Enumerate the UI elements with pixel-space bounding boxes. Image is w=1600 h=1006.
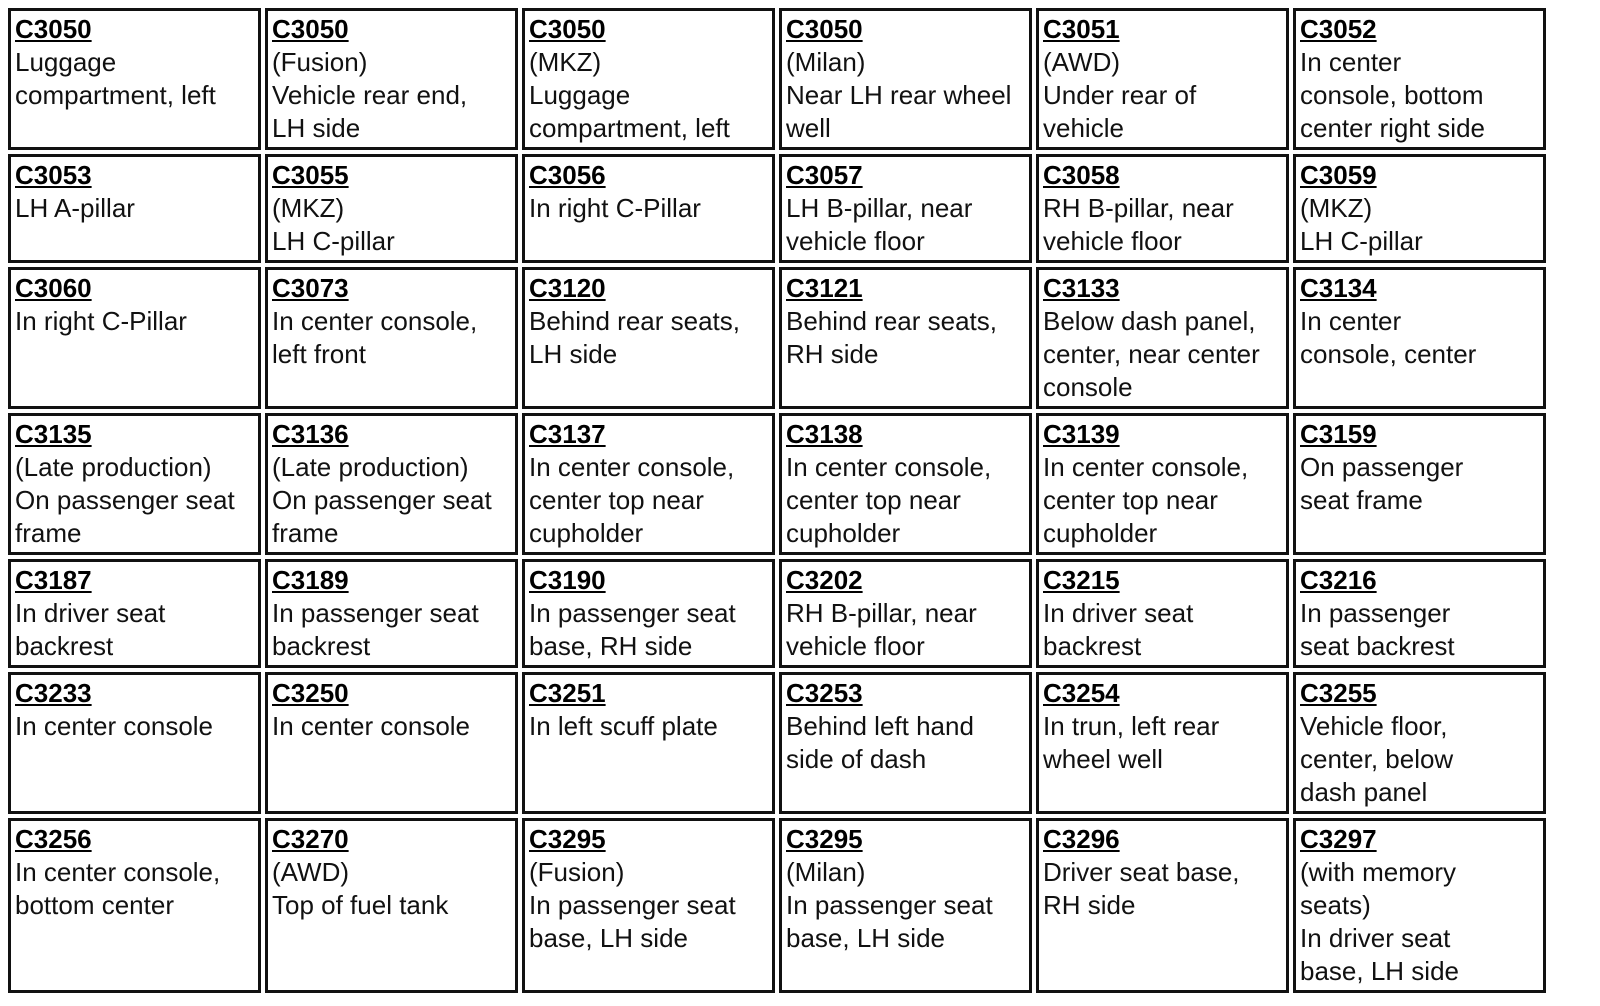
connector-code-link[interactable]: C3057 [786, 160, 863, 190]
connector-code-link[interactable]: C3296 [1043, 824, 1120, 854]
connector-location-text: In right C-Pillar [15, 306, 187, 336]
connector-location-text: Vehicle floor, center, below dash panel [1300, 711, 1454, 807]
connector-cell [1293, 8, 1546, 150]
connector-cell [522, 267, 775, 409]
connector-code-link[interactable]: C3215 [1043, 565, 1120, 595]
connector-code-link[interactable]: C3056 [529, 160, 606, 190]
connector-code-link[interactable]: C3187 [15, 565, 92, 595]
table-row [8, 559, 1546, 668]
connector-cell [779, 8, 1032, 150]
connector-location-text: (AWD) Under rear of vehicle [1043, 47, 1197, 143]
connector-cell [522, 413, 775, 555]
connector-code-link[interactable]: C3051 [1043, 14, 1120, 44]
connector-code-link[interactable]: C3121 [786, 273, 863, 303]
connector-code-link[interactable]: C3059 [1300, 160, 1377, 190]
connector-cell [522, 818, 775, 993]
table-row [8, 267, 1546, 409]
connector-cell [265, 559, 518, 668]
connector-code-link[interactable]: C3058 [1043, 160, 1120, 190]
connector-location-text: In center console, bottom center right side [1300, 47, 1485, 143]
connector-cell [1293, 559, 1546, 668]
connector-location-text: LH A-pillar [15, 193, 135, 223]
connector-code-link[interactable]: C3050 [272, 14, 349, 44]
connector-cell [522, 672, 775, 814]
connector-code-link[interactable]: C3137 [529, 419, 606, 449]
connector-location-text: Driver seat base, RH side [1043, 857, 1240, 920]
connector-location-text: In center console, center top near cupholder [1043, 452, 1249, 548]
connector-code-link[interactable]: C3138 [786, 419, 863, 449]
connector-location-text: Behind rear seats, RH side [786, 306, 998, 369]
connector-code-link[interactable]: C3050 [529, 14, 606, 44]
connector-code-link[interactable]: C3233 [15, 678, 92, 708]
connector-cell [1036, 559, 1289, 668]
table-row [8, 413, 1546, 555]
connector-cell [265, 267, 518, 409]
connector-cell [779, 154, 1032, 263]
connector-location-text: In center console, center [1300, 306, 1477, 369]
connector-code-link[interactable]: C3202 [786, 565, 863, 595]
connector-location-table [4, 4, 1550, 997]
connector-location-text: In trun, left rear wheel well [1043, 711, 1220, 774]
connector-location-text: In passenger seat base, RH side [529, 598, 736, 661]
connector-location-text: In left scuff plate [529, 711, 718, 741]
connector-location-text: Behind rear seats, LH side [529, 306, 741, 369]
connector-cell [265, 8, 518, 150]
connector-cell [1293, 413, 1546, 555]
connector-cell [1036, 413, 1289, 555]
connector-cell [779, 267, 1032, 409]
connector-code-link[interactable]: C3295 [786, 824, 863, 854]
connector-cell [8, 413, 261, 555]
connector-location-text: (Late production) On passenger seat frame [272, 452, 492, 548]
connector-cell [1036, 154, 1289, 263]
connector-cell [522, 8, 775, 150]
connector-location-text: RH B-pillar, near vehicle floor [1043, 193, 1234, 256]
connector-location-text: In center console, center top near cupholder [786, 452, 992, 548]
connector-code-link[interactable]: C3139 [1043, 419, 1120, 449]
connector-location-text: (AWD) Top of fuel tank [272, 857, 449, 920]
connector-location-text: (with memory seats) In driver seat base, LH side [1300, 857, 1459, 986]
connector-location-text: In passenger seat backrest [272, 598, 479, 661]
connector-location-text: (Milan) Near LH rear wheel well [786, 47, 1012, 143]
connector-cell [779, 672, 1032, 814]
connector-cell [8, 8, 261, 150]
connector-cell [8, 818, 261, 993]
connector-cell [1293, 154, 1546, 263]
connector-code-link[interactable]: C3055 [272, 160, 349, 190]
connector-location-text: In center console [15, 711, 214, 741]
connector-location-text: (MKZ) LH C-pillar [272, 193, 395, 256]
connector-location-text: (Fusion) Vehicle rear end, LH side [272, 47, 468, 143]
connector-code-link[interactable]: C3050 [15, 14, 92, 44]
connector-cell [522, 154, 775, 263]
connector-code-link[interactable]: C3189 [272, 565, 349, 595]
connector-cell [1036, 8, 1289, 150]
connector-code-link[interactable]: C3250 [272, 678, 349, 708]
connector-cell [779, 413, 1032, 555]
connector-location-text: LH B-pillar, near vehicle floor [786, 193, 973, 256]
table-row [8, 672, 1546, 814]
connector-cell [1293, 267, 1546, 409]
connector-location-text: In center console, left front [272, 306, 478, 369]
connector-location-text: In driver seat backrest [15, 598, 166, 661]
connector-code-link[interactable]: C3254 [1043, 678, 1120, 708]
connector-location-text: In passenger seat backrest [1300, 598, 1455, 661]
connector-code-link[interactable]: C3295 [529, 824, 606, 854]
connector-cell [8, 672, 261, 814]
connector-cell [1293, 818, 1546, 993]
connector-code-link[interactable]: C3134 [1300, 273, 1377, 303]
connector-location-text: Luggage compartment, left [15, 47, 216, 110]
connector-code-link[interactable]: C3135 [15, 419, 92, 449]
connector-location-text: (Late production) On passenger seat frame [15, 452, 235, 548]
connector-cell [522, 559, 775, 668]
connector-cell [265, 413, 518, 555]
connector-code-link[interactable]: C3053 [15, 160, 92, 190]
connector-cell [1036, 267, 1289, 409]
connector-location-text: In center console [272, 711, 471, 741]
connector-cell [265, 154, 518, 263]
connector-code-link[interactable]: C3050 [786, 14, 863, 44]
connector-location-text: In right C-Pillar [529, 193, 701, 223]
connector-cell [1036, 672, 1289, 814]
connector-cell [1036, 818, 1289, 993]
connector-cell [265, 672, 518, 814]
connector-location-text: (Milan) In passenger seat base, LH side [786, 857, 993, 953]
connector-code-link[interactable]: C3073 [272, 273, 349, 303]
connector-location-text: In center console, bottom center [15, 857, 221, 920]
connector-location-text: (Fusion) In passenger seat base, LH side [529, 857, 736, 953]
connector-code-link[interactable]: C3133 [1043, 273, 1120, 303]
connector-code-link[interactable]: C3255 [1300, 678, 1377, 708]
connector-cell [265, 818, 518, 993]
connector-cell [8, 267, 261, 409]
connector-code-link[interactable]: C3256 [15, 824, 92, 854]
connector-code-link[interactable]: C3120 [529, 273, 606, 303]
connector-location-text: Below dash panel, center, near center console [1043, 306, 1260, 402]
connector-location-text: Behind left hand side of dash [786, 711, 974, 774]
connector-location-text: On passenger seat frame [1300, 452, 1464, 515]
connector-location-text: RH B-pillar, near vehicle floor [786, 598, 977, 661]
connector-cell [779, 818, 1032, 993]
connector-location-text: In driver seat backrest [1043, 598, 1194, 661]
table-row [8, 154, 1546, 263]
table-row [8, 8, 1546, 150]
connector-code-link[interactable]: C3190 [529, 565, 606, 595]
connector-cell [8, 559, 261, 668]
connector-code-link[interactable]: C3297 [1300, 824, 1377, 854]
connector-code-link[interactable]: C3270 [272, 824, 349, 854]
connector-cell [779, 559, 1032, 668]
connector-code-link[interactable]: C3060 [15, 273, 92, 303]
connector-location-text: (MKZ) Luggage compartment, left [529, 47, 730, 143]
connector-code-link[interactable]: C3136 [272, 419, 349, 449]
connector-code-link[interactable]: C3052 [1300, 14, 1377, 44]
connector-code-link[interactable]: C3253 [786, 678, 863, 708]
connector-code-link[interactable]: C3159 [1300, 419, 1377, 449]
connector-cell [1293, 672, 1546, 814]
connector-cell [8, 154, 261, 263]
connector-location-text: (MKZ) LH C-pillar [1300, 193, 1423, 256]
table-row [8, 818, 1546, 993]
connector-location-text: In center console, center top near cupholder [529, 452, 735, 548]
connector-code-link[interactable]: C3251 [529, 678, 606, 708]
connector-code-link[interactable]: C3216 [1300, 565, 1377, 595]
